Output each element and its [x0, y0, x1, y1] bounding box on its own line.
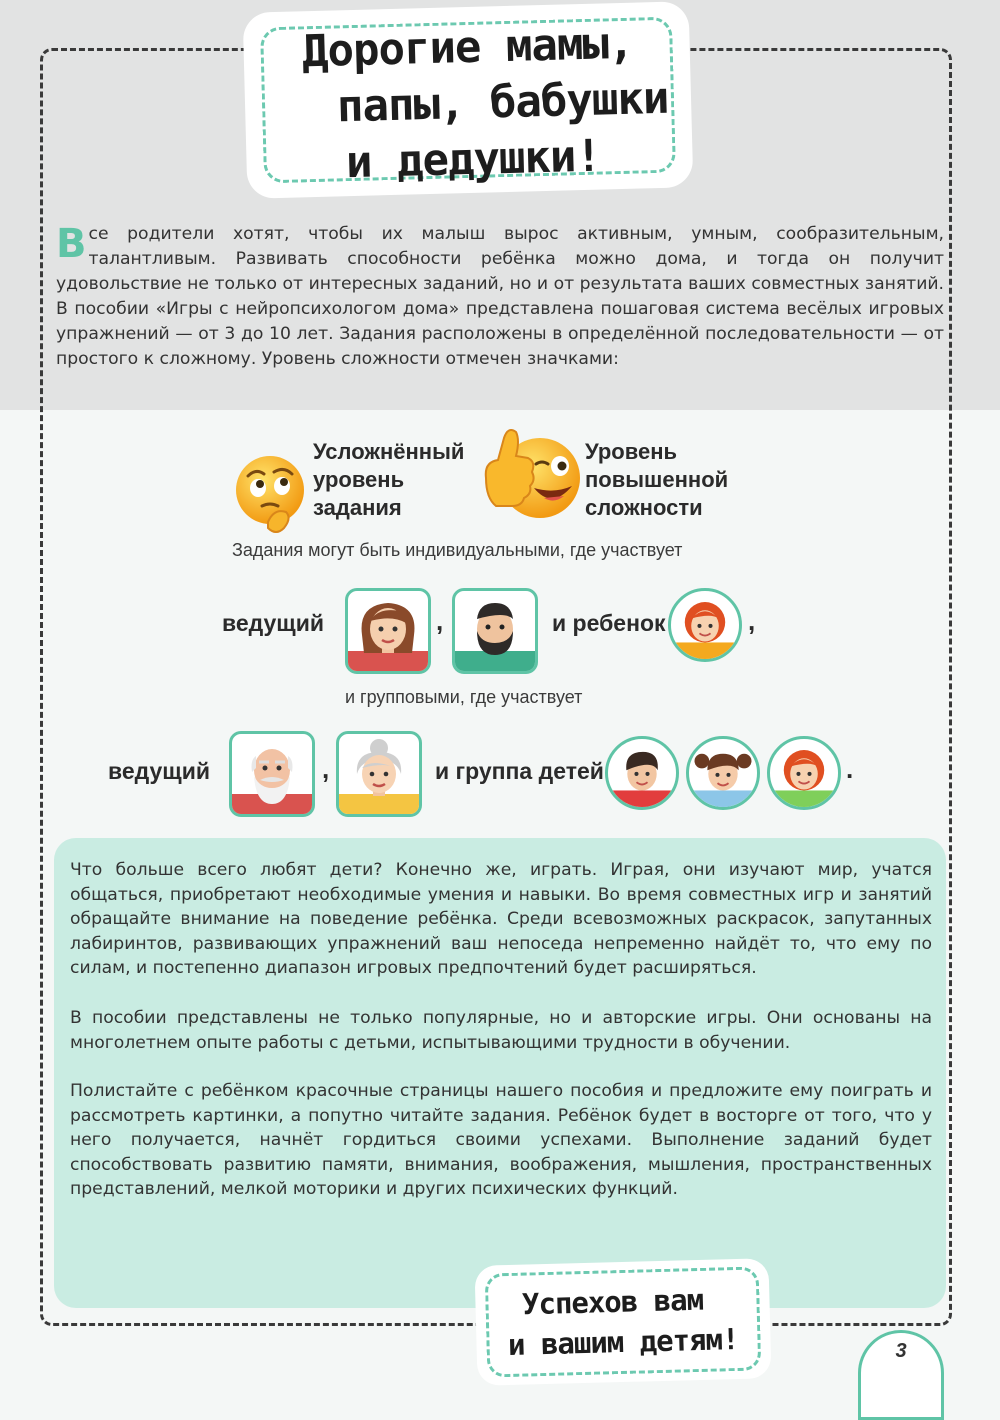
level-label-advanced: Усложнённый уровень задания	[313, 439, 465, 520]
comma-1: ,	[436, 606, 444, 636]
host-label-group: ведущий	[108, 758, 210, 784]
red-haired-child-avatar-2	[767, 736, 841, 810]
group-note: и групповыми, где участвует	[345, 687, 583, 707]
girl-with-pigtails-avatar	[686, 736, 760, 810]
closing-line-1: Успехов вам	[522, 1282, 704, 1322]
comma-2: ,	[748, 606, 756, 636]
grandmother-avatar	[336, 731, 422, 817]
intro-text: се родители хотят, чтобы их малыш вырос активным, умным, сообразительным, талантливым. Развивать способности ребёнка можно дома, и тогда он получит удовольствие не только от интересных заданий, но и от результата ваших совместных занятий. В пособии «Игры с нейропсихологом дома» представлена пошаговая система весёлых игровых упражнений — от 3 до 10 лет. Задания расположены в определённой последовательности — от простого к сложному. Уровень сложности отмечен значками:	[56, 224, 944, 369]
dark-haired-boy-avatar	[605, 736, 679, 810]
individual-note: Задания могут быть индивидуальными, где участвует	[232, 540, 683, 560]
comma-3: ,	[322, 754, 330, 784]
panel-paragraph-3: Полистайте с ребёнком красочные страницы нашего пособия и предложите ему поиграть и рассмотреть картинки, а попутно читайте задания. Ребёнок будет в восторге от того, что у него получается, начнёт гордиться своими успехами. Выполнение заданий будет способствовать развитию памяти, внимания, воображения, мышления, пространственных представлений, мелкой моторики и других психических функций.	[70, 1081, 932, 1199]
group-children-label: и группа детей	[435, 758, 604, 784]
page-title	[248, 14, 688, 194]
title-line-2: папы, бабушки	[336, 72, 670, 133]
thumbs-up-wink-emoji-icon	[478, 418, 588, 528]
closing-line-2: и вашим детям!	[507, 1321, 739, 1363]
panel-paragraph-1: Что больше всего любят дети? Конечно же, играть. Играя, они изучают мир, учатся общаться, приобретают необходимые умения и навыки. Во время совместных игр и занятий обращайте внимание на поведение ребёнка. Среди всевозможных раскрасок, запутанных лабиринтов, развивающих упражнений ваш непоседа непременно найдёт то, что ему по силам, и постепенно диапазон игровых предпочтений будет расширяться.	[70, 860, 932, 978]
host-label: ведущий	[222, 610, 324, 636]
father-avatar	[452, 588, 538, 674]
period: .	[846, 754, 854, 784]
mother-avatar	[345, 588, 431, 674]
title-line-1: Дорогие мамы,	[301, 17, 635, 78]
grandfather-avatar	[229, 731, 315, 817]
page-number: 3	[895, 1340, 907, 1362]
info-panel	[54, 838, 946, 1308]
panel-paragraph-2: В пособии представлены не только популярные, но и авторские игры. Они основаны на многолетнем опыте работы с детьми, испытывающими трудности в обучении.	[70, 1008, 932, 1053]
red-haired-child-avatar	[668, 588, 742, 662]
closing-wish	[476, 1262, 770, 1382]
child-label: и ребенок	[552, 610, 666, 636]
title-line-3: и дедушки!	[344, 130, 602, 189]
intro-paragraph	[56, 222, 944, 372]
level-label-high: Уровень повышенной сложности	[585, 439, 729, 520]
drop-cap: В	[56, 221, 87, 267]
thinking-emoji-icon	[232, 452, 312, 536]
